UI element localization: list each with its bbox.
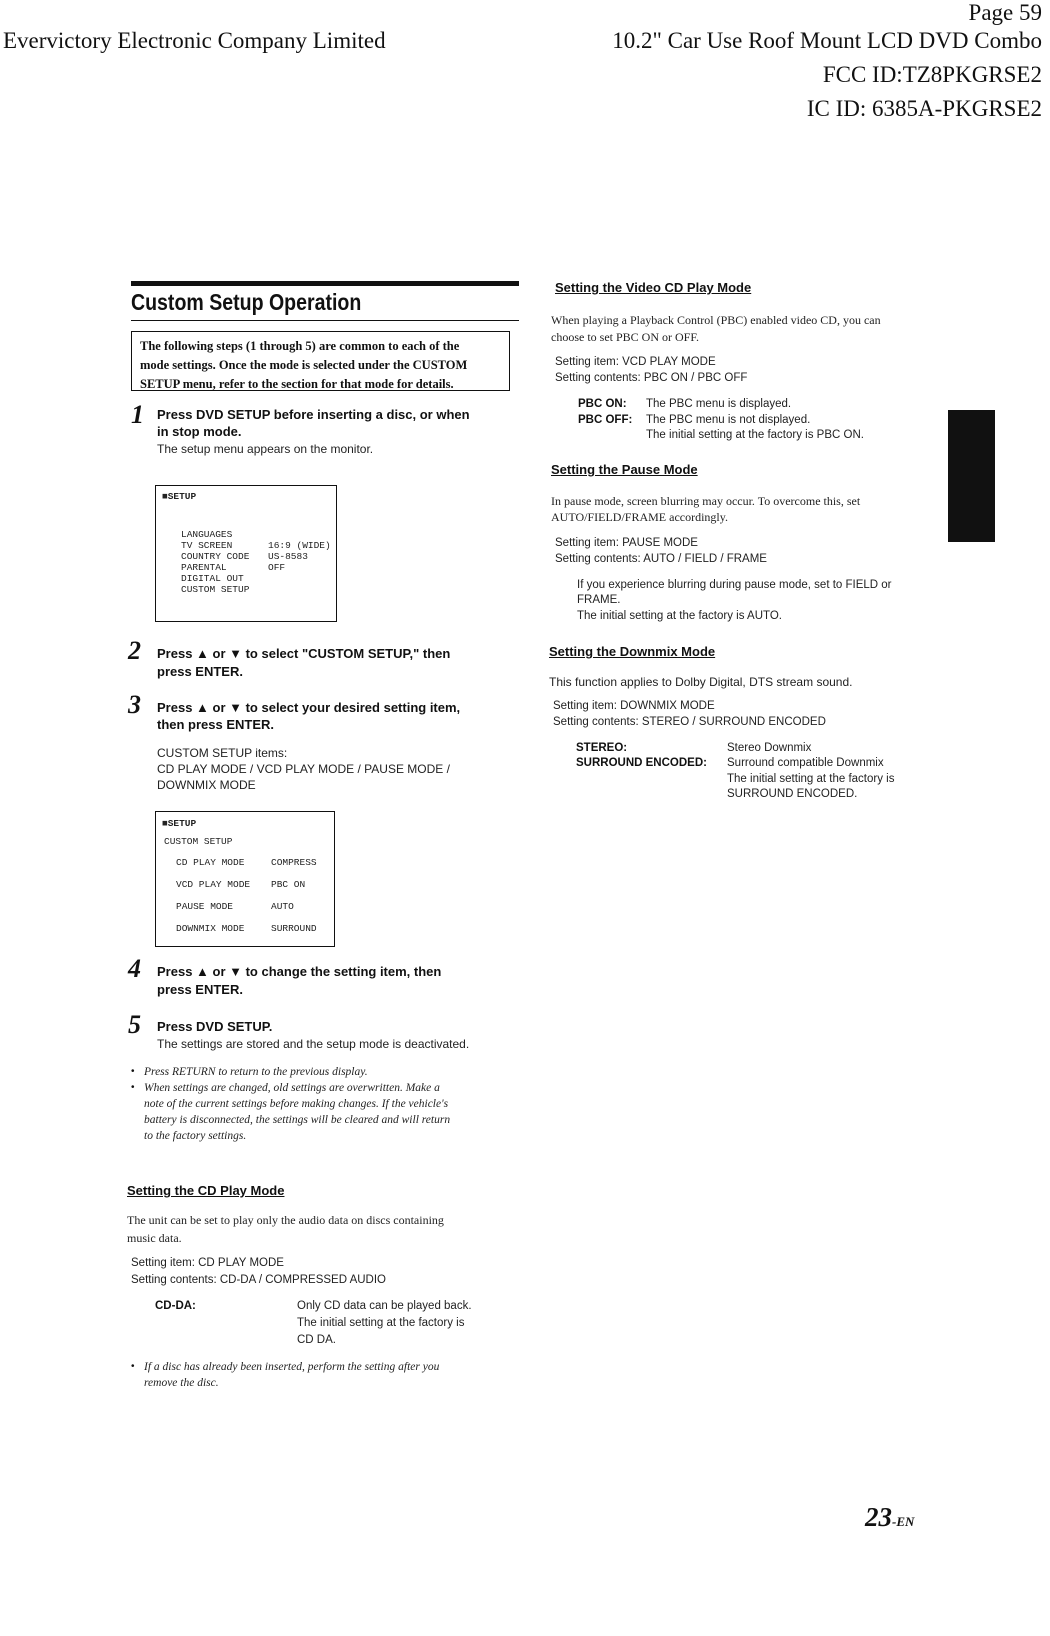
title-bar xyxy=(131,281,519,286)
page-number xyxy=(865,1502,914,1533)
note-text: to the factory settings. xyxy=(144,1130,247,1142)
step-number: 4 xyxy=(128,954,141,983)
setting-contents: Setting contents: PBC ON / PBC OFF xyxy=(555,372,748,384)
company-name: Evervictory Electronic Company Limited xyxy=(3,28,386,53)
note-text: Press RETURN to return to the previous display. xyxy=(144,1066,368,1078)
menu-value: US-8583 xyxy=(268,551,308,562)
section-text: This function applies to Dolby Digital, DTS stream sound. xyxy=(549,675,853,689)
option-desc: CD DA. xyxy=(297,1334,336,1346)
page-title: Custom Setup Operation xyxy=(131,289,362,315)
step-description: DOWNMIX MODE xyxy=(157,778,256,792)
section-text: When playing a Playback Control (PBC) enabled video CD, you can xyxy=(551,313,881,327)
screen-title: ■SETUP xyxy=(162,491,197,502)
menu-value: AUTO xyxy=(271,901,294,912)
note-text: remove the disc. xyxy=(144,1377,219,1389)
section-text: The unit can be set to play only the audio data on discs containing xyxy=(127,1213,444,1227)
option-desc: Only CD data can be played back. xyxy=(297,1300,472,1312)
menu-item: COUNTRY CODE xyxy=(181,551,250,562)
step-heading: Press ▲ or ▼ to select your desired setting item, xyxy=(157,700,461,715)
page-number-value: 23 xyxy=(865,1502,892,1532)
note-text: battery is disconnected, the settings will be cleared and will return xyxy=(144,1114,451,1126)
menu-item: VCD PLAY MODE xyxy=(176,879,251,890)
menu-value: COMPRESS xyxy=(271,857,317,868)
option-desc: The initial setting at the factory is xyxy=(297,1317,465,1329)
step-number: 3 xyxy=(128,690,141,719)
step-description: CD PLAY MODE / VCD PLAY MODE / PAUSE MODE / xyxy=(157,762,450,776)
step-number: 5 xyxy=(128,1010,141,1039)
menu-item: TV SCREEN xyxy=(181,540,233,551)
screen-subtitle: CUSTOM SETUP xyxy=(164,836,233,847)
option-desc: The initial setting at the factory is PBC ON. xyxy=(646,429,864,441)
setting-contents: Setting contents: AUTO / FIELD / FRAME xyxy=(555,553,767,565)
option-desc: The PBC menu is not displayed. xyxy=(646,414,811,426)
option-label: PBC OFF: xyxy=(578,414,633,426)
step-heading: press ENTER. xyxy=(157,982,243,997)
option-desc: Stereo Downmix xyxy=(727,742,812,754)
menu-item: PAUSE MODE xyxy=(176,901,234,912)
divider xyxy=(131,320,519,321)
step-heading: Press DVD SETUP. xyxy=(157,1019,273,1034)
section-heading-cd: Setting the CD Play Mode xyxy=(127,1183,285,1198)
ic-id: IC ID: 6385A-PKGRSE2 xyxy=(806,96,1042,121)
note-text: note of the current settings before making changes. If the vehicle's xyxy=(144,1098,449,1110)
setting-contents: Setting contents: STEREO / SURROUND ENCODED xyxy=(553,716,826,728)
note-line: SETUP menu, refer to the section for that mode for details. xyxy=(140,377,454,391)
step-number: 2 xyxy=(128,636,141,665)
step-heading: Press DVD SETUP before inserting a disc, or when xyxy=(157,407,470,422)
bullet: • xyxy=(131,1361,135,1372)
option-label: STEREO: xyxy=(576,742,628,754)
section-text: choose to set PBC ON or OFF. xyxy=(551,330,700,344)
step-heading: Press ▲ or ▼ to select "CUSTOM SETUP," then xyxy=(157,646,451,661)
step-heading: then press ENTER. xyxy=(157,717,275,732)
setting-item: Setting item: VCD PLAY MODE xyxy=(555,356,716,368)
step-description: CUSTOM SETUP items: xyxy=(157,746,288,760)
option-desc: The initial setting at the factory is AUTO. xyxy=(577,610,782,622)
step-description: The setup menu appears on the monitor. xyxy=(157,442,374,456)
fcc-id: FCC ID:TZ8PKGRSE2 xyxy=(822,62,1042,87)
menu-value: OFF xyxy=(268,562,286,573)
step-heading: press ENTER. xyxy=(157,664,243,679)
setting-item: Setting item: CD PLAY MODE xyxy=(131,1257,284,1269)
page-number-suffix: -EN xyxy=(892,1514,915,1529)
setting-item: Setting item: PAUSE MODE xyxy=(555,537,698,549)
section-heading-pause: Setting the Pause Mode xyxy=(551,462,698,477)
menu-item: LANGUAGES xyxy=(181,529,233,540)
menu-item: CUSTOM SETUP xyxy=(181,584,250,595)
note-line: The following steps (1 through 5) are common to each of the xyxy=(140,339,460,353)
product-name: 10.2" Car Use Roof Mount LCD DVD Combo xyxy=(612,28,1042,53)
option-desc: FRAME. xyxy=(577,594,621,606)
menu-item: DOWNMIX MODE xyxy=(176,923,245,934)
menu-value: SURROUND xyxy=(271,923,317,934)
section-heading-vcd: Setting the Video CD Play Mode xyxy=(555,280,752,295)
menu-item: CD PLAY MODE xyxy=(176,857,245,868)
menu-value: 16:9 (WIDE) xyxy=(268,540,331,551)
setting-contents: Setting contents: CD-DA / COMPRESSED AUDIO xyxy=(131,1274,386,1286)
setting-item: Setting item: DOWNMIX MODE xyxy=(553,700,715,712)
section-heading-downmix: Setting the Downmix Mode xyxy=(549,644,716,659)
option-desc: SURROUND ENCODED. xyxy=(727,788,858,800)
setup-menu-screen xyxy=(155,485,337,622)
section-text: In pause mode, screen blurring may occur. To overcome this, set xyxy=(551,494,861,508)
page-label: Page 59 xyxy=(968,0,1042,25)
step-heading: in stop mode. xyxy=(157,424,242,439)
option-label: CD-DA: xyxy=(155,1300,196,1312)
note-text: When settings are changed, old settings are overwritten. Make a xyxy=(144,1082,440,1094)
custom-setup-screen xyxy=(155,811,335,947)
section-text: AUTO/FIELD/FRAME accordingly. xyxy=(551,510,728,524)
intro-note-box xyxy=(131,331,510,391)
step-description: The settings are stored and the setup mode is deactivated. xyxy=(157,1037,470,1051)
menu-item: PARENTAL xyxy=(181,562,227,573)
note-line: mode settings. Once the mode is selected under the CUSTOM xyxy=(140,358,468,372)
section-tab xyxy=(948,410,995,542)
option-desc: The PBC menu is displayed. xyxy=(646,398,792,410)
bullet: • xyxy=(131,1082,135,1093)
menu-value: PBC ON xyxy=(271,879,306,890)
option-label: SURROUND ENCODED: xyxy=(576,757,707,769)
option-label: PBC ON: xyxy=(578,398,627,410)
menu-item: DIGITAL OUT xyxy=(181,573,244,584)
screen-title: ■SETUP xyxy=(162,818,197,829)
note-text: If a disc has already been inserted, perform the setting after you xyxy=(144,1361,440,1373)
step-heading: Press ▲ or ▼ to change the setting item, then xyxy=(157,964,442,979)
option-desc: Surround compatible Downmix xyxy=(727,757,884,769)
bullet: • xyxy=(131,1066,135,1077)
option-desc: The initial setting at the factory is xyxy=(727,773,895,785)
step-number: 1 xyxy=(131,400,144,429)
option-desc: If you experience blurring during pause mode, set to FIELD or xyxy=(577,579,892,591)
section-text: music data. xyxy=(127,1231,182,1245)
